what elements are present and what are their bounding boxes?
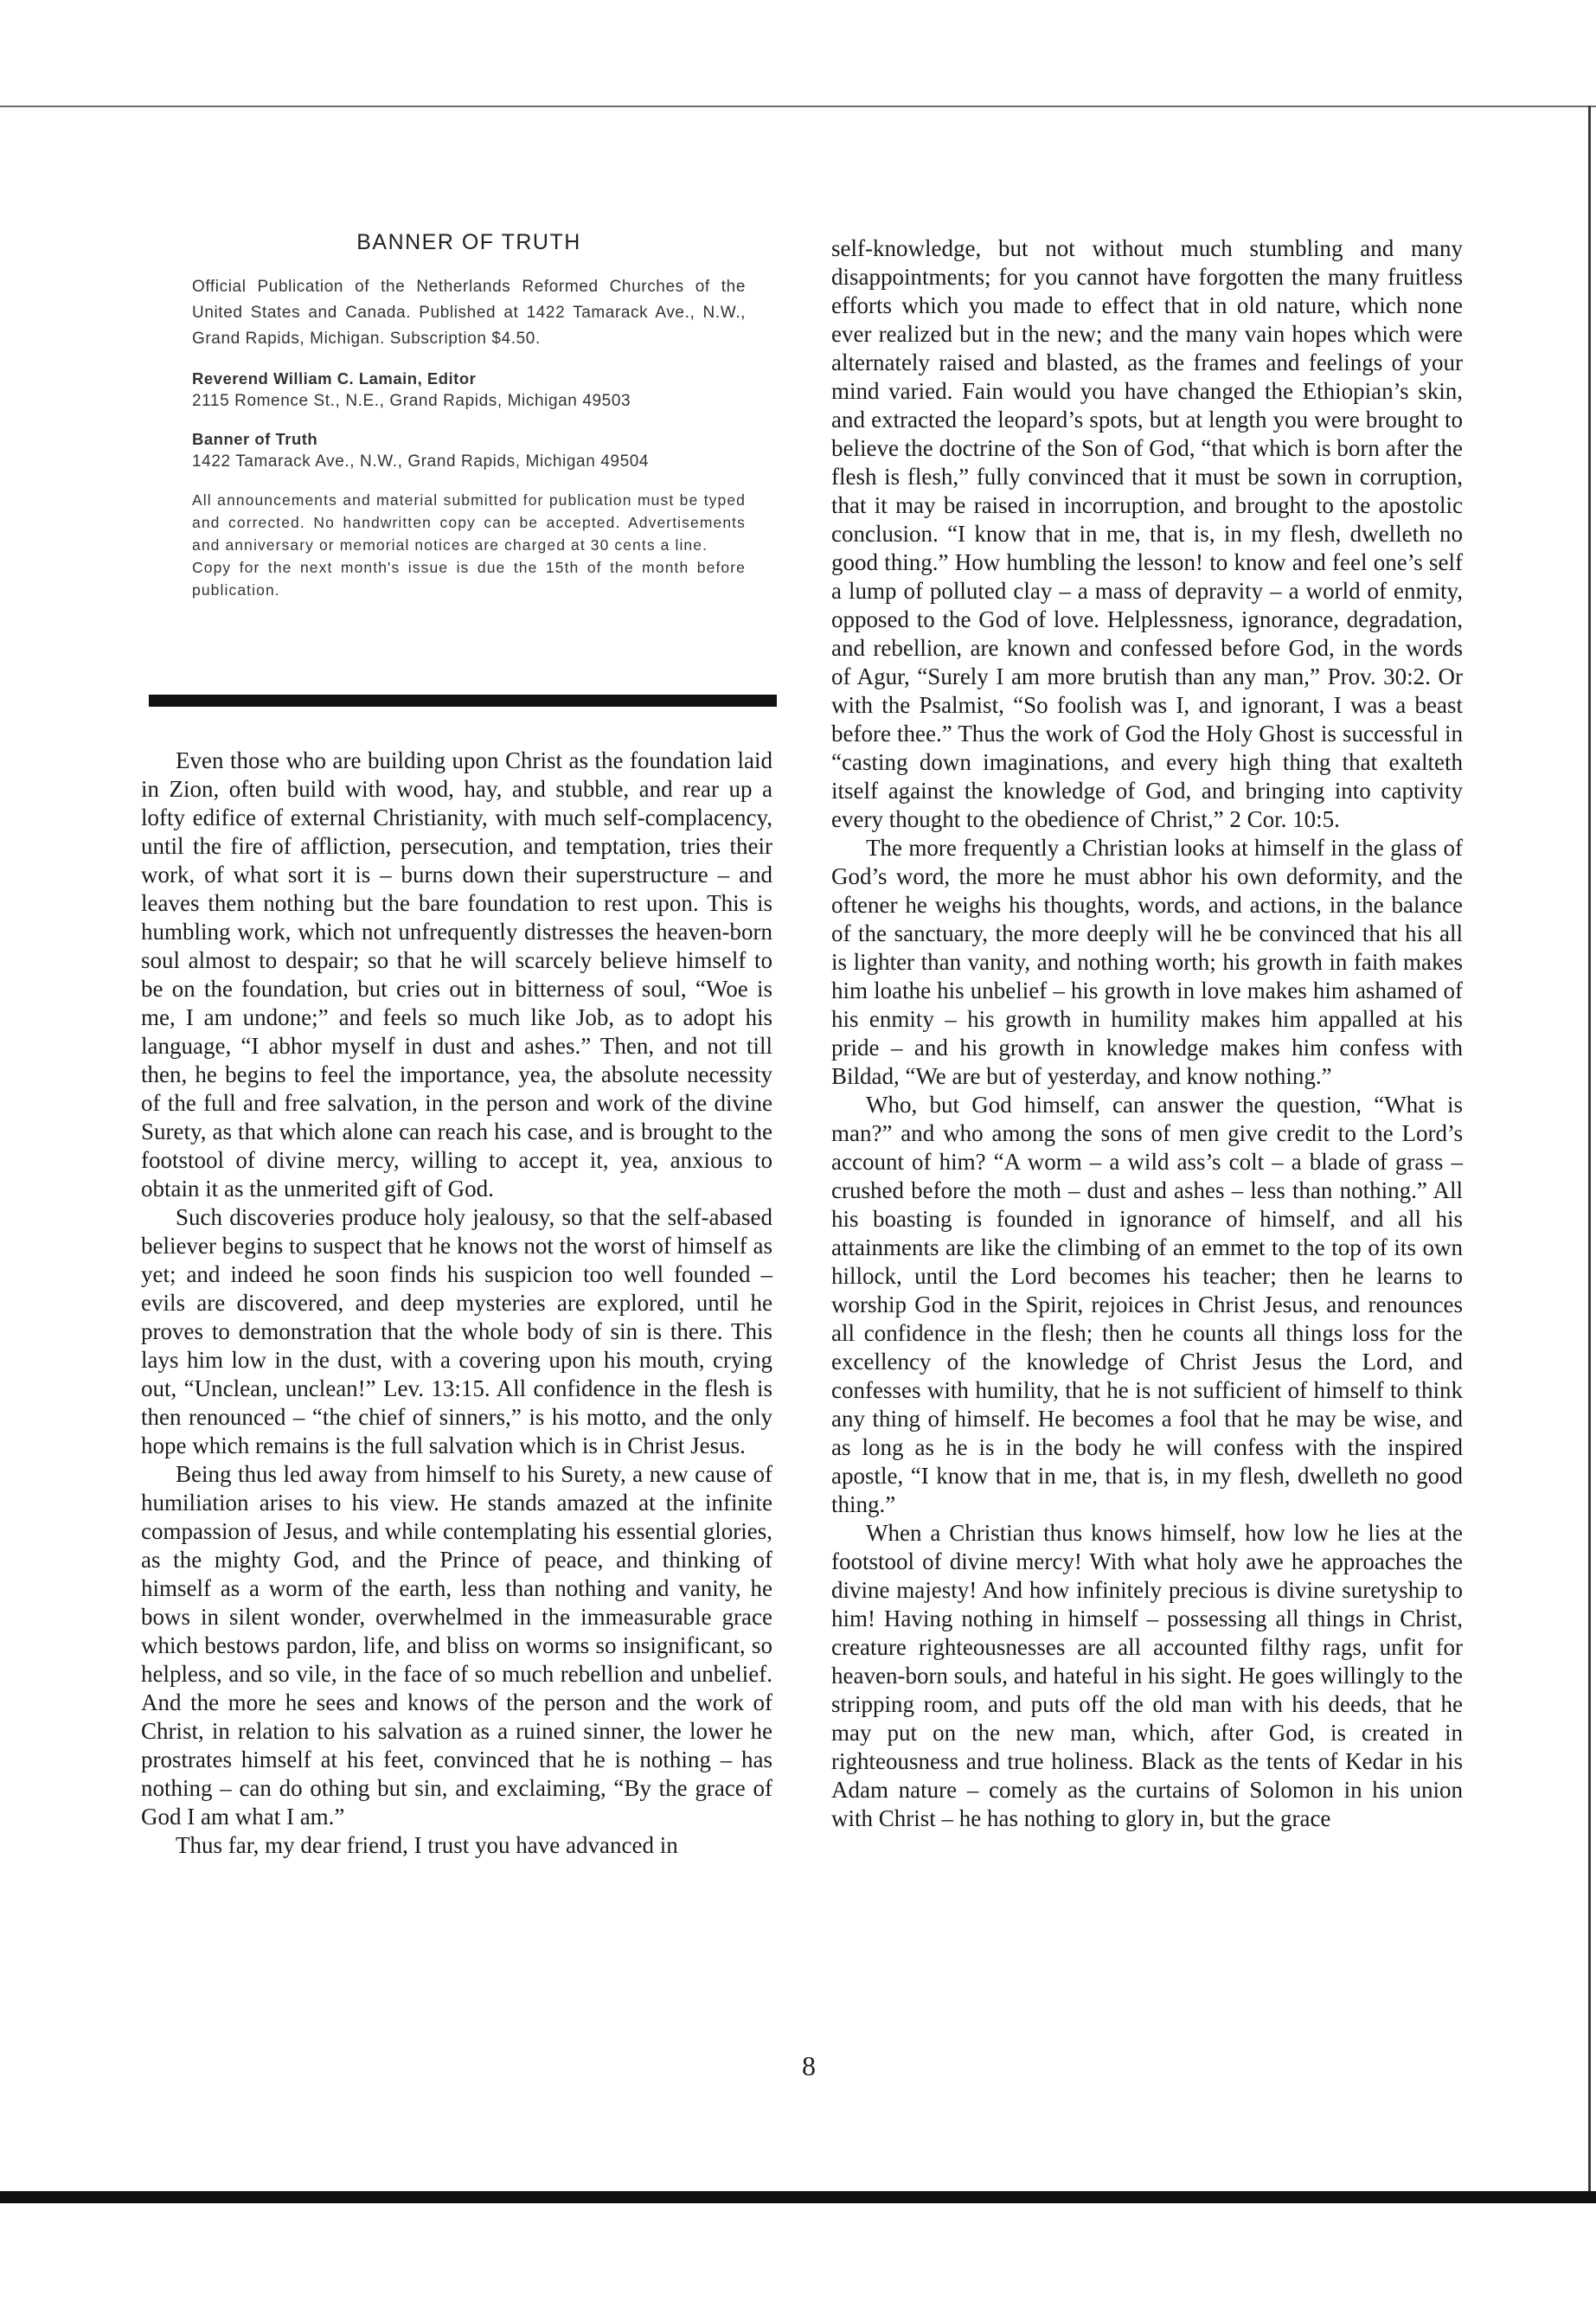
bottom-page-edge [0,2191,1596,2203]
editor-name: Reverend William C. Lamain, Editor [192,369,477,388]
masthead-title: BANNER OF TRUTH [356,230,581,254]
right-page-edge [1588,106,1591,2199]
banner-name: Banner of Truth [192,430,318,448]
article-paragraph: Even those who are building upon Christ as the foundation laid in Zion, often build with wood, hay, and stubble, and rear up a lofty edifice of external Christianity, with much self-complacency, until the fire of affliction, persecution, and temptation, tries their work, of what sort it is – burns down their superstructure – and leaves them nothing but the bare foundation to rest upon. This is humbling work, which not unfrequently distresses the heaven-born soul almost to despair; so that he will scarcely believe himself to be on the foundation, but cries out in bitterness of soul, “Woe is me, I am undone;” and feels so much like Job, as to adopt his language, “I abhor myself in dust and ashes.” Then, and not till then, he begins to feel the importance, yea, the absolute necessity of the full and free salvation, in the person and work of the divine Surety, as that which alone can reach his case, and is brought to the footstool of divine mercy, willing to accept it, yea, anxious to obtain it as the unmerited gift of God. [141,747,772,1202]
article-paragraph: Being thus led away from himself to his Surety, a new cause of humiliation arises to his view. He stands amazed at the infinite compassion of Jesus, and while contemplating his essential glories, as the mighty God, and the Prince of peace, and thinking of himself as a worm of the earth, less than nothing and vanity, he bows in silent wonder, overwhelmed in the immeasurable grace which bestows pardon, life, and bliss on worms so insignificant, so helpless, and so vile, in the face of so much rebellion and unbelief. And the more he sees and knows of the person and the work of Christ, in relation to his salvation as a ruined sinner, the lower he prostrates himself at his feet, convinced that he is nothing – has nothing – can do othing but sin, and exclaiming, “By the grace of God I am what I am.” [141,1461,772,1830]
announcement-note: All announcements and material submitted for publication must be typed and corrected. No handwritten copy can be accepted. Advertisements and anniversary or memorial notices are charged at 30 cents a line. [192,491,746,554]
page-number: 8 [802,2050,816,2081]
masthead [192,230,746,601]
editor-address: 2115 Romence St., N.E., Grand Rapids, Michigan 49503 [192,392,631,410]
top-page-edge [0,106,1596,107]
article-paragraph: The more frequently a Christian looks at himself in the glass of God’s word, the more he must abhor his own deformity, and the oftener he weighs his thoughts, words, and actions, in the balance of the sanctuary, the more deeply will he be convinced that his all is lighter than vanity, and nothing worth; his growth in faith makes him loathe his unbelief – his growth in love makes him ashamed of his enmity – his growth in humility makes him appalled at his pride – and his growth in knowledge makes him confess with Bildad, “We are but of yesterday, and know nothing.” [831,835,1463,1089]
article-paragraph: When a Christian thus knows himself, how low he lies at the footstool of divine mercy! With what holy awe he approaches the divine majesty! And how infinitely precious is divine suretyship to him! Having nothing in himself – possessing all things in Christ, creature righteousnesses are all accounted filthy rags, unfit for heaven-born souls, and hateful in his sight. He goes willingly to the stripping room, and puts off the old man with his deeds, that he may put on the new man, which, after God, is created in righteousness and true holiness. Black as the tents of Kedar in his Adam nature – comely as the curtains of Solomon in his union with Christ – he has nothing to glory in, but the grace [831,1520,1463,1831]
article-column-left [141,747,772,1860]
article-paragraph: Such discoveries produce holy jealousy, so that the self-abased believer begins to suspect that he knows not the worst of himself as yet; and indeed he soon finds his suspicion too well founded – evils are discovered, and deep mysteries are explored, until he proves to demonstration that the whole body of sin is there. This lays him low in the dust, with a covering upon his mouth, crying out, “Unclean, unclean!” Lev. 13:15. All confidence in the flesh is then renounced – “the chief of sinners,” is his motto, and the only hope which remains is the full salvation which is in Christ Jesus. [141,1204,772,1458]
article-column-right [831,234,1463,1833]
article-paragraph: Who, but God himself, can answer the question, “What is man?” and who among the sons of men give credit to the Lord’s account of him? “A worm – a wild ass’s colt – a blade of grass – crushed before the moth – dust and ashes – less than nothing.” All his boasting is founded in ignorance of himself, and all his attainments are like the climbing of an emmet to the top of its own hillock, until the Lord becomes his teacher; then he learns to worship God in the Spirit, rejoices in Christ Jesus, and renounces all confidence in the flesh; then he counts all things loss for the excellency of the knowledge of Christ Jesus the Lord, and confesses with humility, that he is not sufficient of himself to think any thing of himself. He becomes a fool that he may be wise, and as long as he is in the body he will confess with the inspired apostle, “I know that in me, that is, in my flesh, dwelleth no good thing.” [831,1092,1463,1517]
article-paragraph: Thus far, my dear friend, I trust you have advanced in [176,1832,678,1858]
publication-info: Official Publication of the Netherlands Reformed Churches of the United States and Canada. Published at 1422 Tamarack Ave., N.W., Grand Rapids, Michigan. Subscription $4.50. [192,278,746,348]
article-paragraph: self-knowledge, but not without much stumbling and many disappointments; for you cannot have forgotten the many fruitless efforts which you made to effect that in old nature, which none ever realized but in the new; and the many vain hopes which were alternately raised and blasted, as the frames and feelings of your mind varied. Fain would you have changed the Ethiopian’s skin, and extracted the leopard’s spots, but at length you were brought to believe the doctrine of the Son of God, “that which is born after the flesh is flesh,” fully convinced that it must be sown in corruption, that it may be raised in incorruption, and brought to the apostolic conclusion. “I know that in me, that is, in my flesh, dwelleth no good thing.” How humbling the lesson! to know and feel one’s self a lump of polluted clay – a mass of depravity – a world of enmity, opposed to the God of love. Helplessness, ignorance, degradation, and rebellion, are known and confessed before God, in the words of Agur, “Surely I am more brutish than any man,” Prov. 30:2. Or with the Psalmist, “So foolish was I, and ignorant, I was a beast before thee.” Thus the work of God the Holy Ghost is successful in “casting down imaginations, and every high thing that exalteth itself against the knowledge of God, and bringing into captivity every thought to the obedience of Christ,” 2 Cor. 10:5. [831,235,1463,832]
masthead-divider [149,695,777,707]
banner-address: 1422 Tamarack Ave., N.W., Grand Rapids, Michigan 49504 [192,452,650,471]
deadline-note: Copy for the next month's issue is due the 15th of the month before publication. [192,559,746,599]
